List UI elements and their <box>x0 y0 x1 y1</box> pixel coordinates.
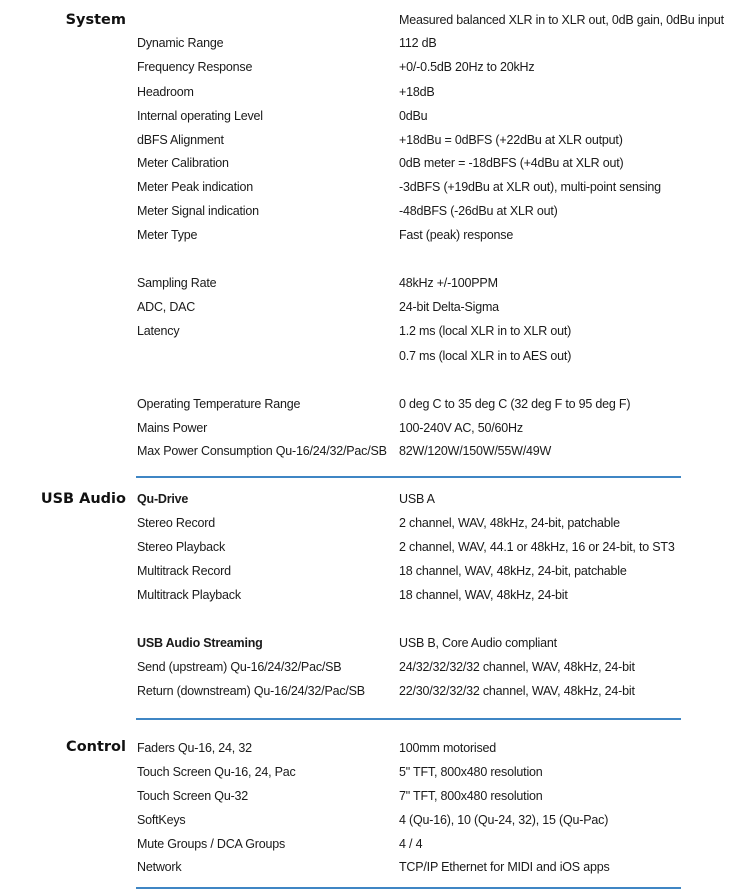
spec-row <box>0 82 750 102</box>
spec-row <box>0 346 750 366</box>
spec-value: -48dBFS (-26dBu at XLR out) <box>399 204 558 218</box>
spec-label: SoftKeys <box>137 813 186 827</box>
spec-row <box>0 10 750 30</box>
spec-value: 7" TFT, 800x480 resolution <box>399 789 543 803</box>
spec-value: +18dB <box>399 85 435 99</box>
spec-row <box>0 441 750 461</box>
spec-value: USB B, Core Audio compliant <box>399 636 557 650</box>
spec-label: Multitrack Record <box>137 564 231 578</box>
spec-value: 48kHz +/-100PPM <box>399 276 498 290</box>
spec-value: USB A <box>399 492 435 506</box>
spec-label: Touch Screen Qu-32 <box>137 789 249 803</box>
spec-value: 18 channel, WAV, 48kHz, 24-bit, patchable <box>399 564 627 578</box>
spec-value: 22/30/32/32/32 channel, WAV, 48kHz, 24-bit <box>399 684 635 698</box>
spec-value: 2 channel, WAV, 44.1 or 48kHz, 16 or 24-bit, to ST3 <box>399 540 675 554</box>
spec-label: ADC, DAC <box>137 300 196 314</box>
spec-value: 100mm motorised <box>399 741 497 755</box>
spec-row <box>0 657 750 677</box>
spec-value: 4 / 4 <box>399 837 423 851</box>
spec-value: 0.7 ms (local XLR in to AES out) <box>399 349 572 363</box>
spec-row <box>0 762 750 782</box>
spec-value: 100-240V AC, 50/60Hz <box>399 421 523 435</box>
spec-label: Frequency Response <box>137 60 253 74</box>
spec-label: Send (upstream) Qu-16/24/32/Pac/SB <box>137 660 342 674</box>
spec-label: Stereo Playback <box>137 540 226 554</box>
spec-value: 5" TFT, 800x480 resolution <box>399 765 543 779</box>
spec-value: 0dB meter = -18dBFS (+4dBu at XLR out) <box>399 156 624 170</box>
spec-label: Multitrack Playback <box>137 588 241 602</box>
spec-value: 4 (Qu-16), 10 (Qu-24, 32), 15 (Qu-Pac) <box>399 813 609 827</box>
spec-label: Stereo Record <box>137 516 215 530</box>
spec-label: Sampling Rate <box>137 276 217 290</box>
spec-label: Touch Screen Qu-16, 24, Pac <box>137 765 296 779</box>
spec-label: Faders Qu-16, 24, 32 <box>137 741 252 755</box>
spec-row <box>0 786 750 806</box>
spec-label: Operating Temperature Range <box>137 397 301 411</box>
spec-value: 0 deg C to 35 deg C (32 deg F to 95 deg F) <box>399 397 631 411</box>
spec-row <box>0 513 750 533</box>
spec-label: Internal operating Level <box>137 109 263 123</box>
spec-row <box>0 537 750 557</box>
spec-value: 1.2 ms (local XLR in to XLR out) <box>399 324 572 338</box>
spec-value: 18 channel, WAV, 48kHz, 24-bit <box>399 588 568 602</box>
spec-row <box>0 33 750 53</box>
spec-row <box>0 273 750 293</box>
spec-row <box>0 106 750 126</box>
spec-label: Mains Power <box>137 421 208 435</box>
spec-value: +18dBu = 0dBFS (+22dBu at XLR output) <box>399 133 623 147</box>
spec-row <box>0 834 750 854</box>
spec-label: Dynamic Range <box>137 36 224 50</box>
spec-label: Meter Type <box>137 228 198 242</box>
spec-label: Meter Peak indication <box>137 180 254 194</box>
spec-row <box>0 585 750 605</box>
spec-row <box>0 225 750 245</box>
spec-row <box>0 857 750 877</box>
spec-row <box>0 130 750 150</box>
spec-value: 82W/120W/150W/55W/49W <box>399 444 552 458</box>
spec-row <box>0 633 750 653</box>
spec-row <box>0 489 750 509</box>
spec-row <box>0 681 750 701</box>
spec-value: Fast (peak) response <box>399 228 514 242</box>
spec-label: Network <box>137 860 182 874</box>
spec-label: USB Audio Streaming <box>137 636 263 650</box>
spec-label: Qu-Drive <box>137 492 189 506</box>
spec-row <box>0 201 750 221</box>
section-divider <box>136 718 681 720</box>
spec-row <box>0 297 750 317</box>
spec-value: +0/-0.5dB 20Hz to 20kHz <box>399 60 535 74</box>
spec-row <box>0 738 750 758</box>
spec-label: Mute Groups / DCA Groups <box>137 837 286 851</box>
spec-row <box>0 321 750 341</box>
section-title-usb-audio: USB Audio <box>40 491 126 507</box>
spec-row <box>0 810 750 830</box>
spec-label: Return (downstream) Qu-16/24/32/Pac/SB <box>137 684 365 698</box>
spec-value: 24/32/32/32/32 channel, WAV, 48kHz, 24-bit <box>399 660 635 674</box>
section-title-system: System <box>65 12 126 28</box>
spec-value: Measured balanced XLR in to XLR out, 0dB gain, 0dBu input <box>399 13 724 27</box>
spec-value: TCP/IP Ethernet for MIDI and iOS apps <box>399 860 610 874</box>
spec-value: 24-bit Delta-Sigma <box>399 300 499 314</box>
spec-value: 112 dB <box>399 36 437 50</box>
spec-label: Max Power Consumption Qu-16/24/32/Pac/SB <box>137 444 387 458</box>
spec-row <box>0 561 750 581</box>
spec-row <box>0 177 750 197</box>
section-divider <box>136 476 681 478</box>
section-divider <box>136 887 681 889</box>
section-title-control: Control <box>66 739 126 755</box>
spec-row <box>0 153 750 173</box>
spec-label: Headroom <box>137 85 194 99</box>
spec-label: dBFS Alignment <box>137 133 224 147</box>
spec-label: Meter Signal indication <box>137 204 259 218</box>
spec-label: Latency <box>137 324 180 338</box>
spec-label: Meter Calibration <box>137 156 229 170</box>
spec-value: -3dBFS (+19dBu at XLR out), multi-point sensing <box>399 180 661 194</box>
spec-value: 2 channel, WAV, 48kHz, 24-bit, patchable <box>399 516 620 530</box>
spec-row <box>0 418 750 438</box>
spec-value: 0dBu <box>399 109 428 123</box>
spec-row <box>0 394 750 414</box>
spec-row <box>0 57 750 77</box>
